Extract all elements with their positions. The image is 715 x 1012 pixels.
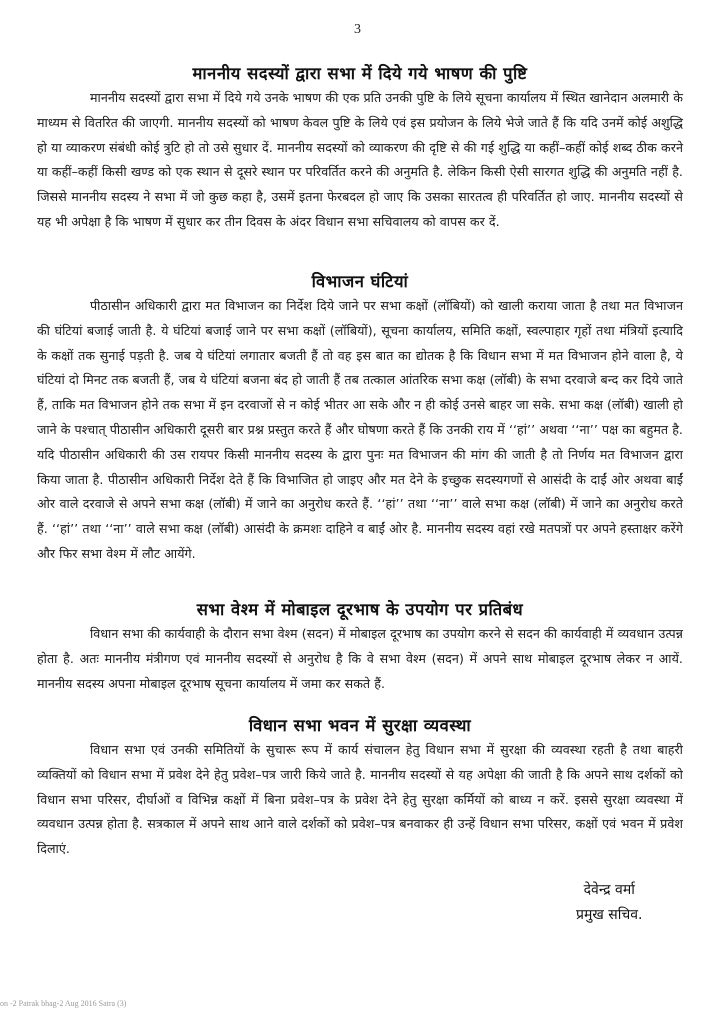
section-mobile-phone-ban	[37, 598, 683, 696]
section-title: विधान सभा भवन में सुरक्षा व्यवस्था	[248, 716, 472, 735]
page-number: 3	[354, 22, 361, 37]
signature-block	[576, 878, 642, 928]
section-body: माननीय सदस्यों द्वारा सभा में दिये गये उनके भाषण की एक प्रति उनकी पुष्टि के लिये सूचना कार्यालय में स्थित खानेदान अलमारी के माध्यम से वितरित की जाएगी. माननीय सदस्यों को भाषण केवल पुष्टि के लिये एवं इस प्रयोजन के लिये भेजे जाते हैं कि यदि उनमें कोई अशुद्धि हो या व्याकरण संबंधी कोई त्रुटि हो तो उसे सुधार दें. माननीय सदस्यों को व्याकरण की दृष्टि से की गई शुद्धि या कहीं–कहीं कोई शब्द ठीक करने या कहीं–कहीं किसी खण्ड को एक स्थान से दूसरे स्थान पर परिवर्तित करने की अनुमति है. लेकिन किसी ऐसी सारगत शुद्धि की अनुमति नहीं है. जिससे माननीय सदस्य ने सभा में जो कुछ कहा है, उसमें इतना फेरबदल हो जाए कि उसका सारतत्व ही परिवर्तित हो जाए. माननीय सदस्यों से यह भी अपेक्षा है कि भाषण में सुधार कर तीन दिवस के अंदर विधान सभा सचिवालय को वापस कर दें.	[37, 90, 683, 229]
section-division-bells	[37, 270, 683, 567]
section-title: सभा वेश्म में मोबाइल दूरभाष के उपयोग पर प्रतिबंध	[196, 600, 524, 619]
section-body: पीठासीन अधिकारी द्वारा मत विभाजन का निर्देश दिये जाने पर सभा कक्षों (लॉबियों) को खाली कराया जाता है तथा मत विभाजन की घंटियां बजाई जाती है. ये घंटियां बजाई जाने पर सभा कक्षों (लॉबियों), सूचना कार्यालय, समिति कक्षों, स्वल्पाहार गृहों तथा मंत्रियों इत्यादि के कक्षों तक सुनाई पड़ती है. जब ये घंटियां लगातार बजती हैं तो वह इस बात का द्योतक है कि विधान सभा में मत विभाजन होने वाला है, ये घंटियां दो मिनट तक बजती हैं, जब ये घंटियां बजना बंद हो जाती हैं तब तत्काल आंतरिक सभा कक्ष (लॉबी) के सभा दरवाजे बन्द कर दिये जाते हैं, ताकि मत विभाजन होने तक सभा में इन दरवाजों से न कोई भीतर आ सके और न ही कोई उनसे बाहर जा सके. सभा कक्ष (लॉबी) खाली हो जाने के पश्चात् पीठासीन अधिकारी दूसरी बार प्रश्न प्रस्तुत करते हैं और घोषणा करते हैं कि उनकी राय में ‘‘हां’’ अथवा ‘‘ना’’ पक्ष का बहुमत है. यदि पीठासीन अधिकारी की उस रायपर किसी माननीय सदस्य के द्वारा पुनः मत विभाजन की मांग की जाती है तो निर्णय मत विभाजन द्वारा किया जाता है. पीठासीन अधिकारी निर्देश देते हैं कि विभाजित हो जाइए और मत देने के इच्छुक सदस्यगणों से आसंदी के दाईं ओर अथवा बाईं ओर वाले दरवाजे से अपने सभा कक्ष (लॉबी) में जाने का अनुरोध करते हैं. ‘‘हां’’ तथा ‘‘ना’’ वाले सभा कक्ष (लॉबी) में जाने का अनुरोध करते हैं. ‘‘हां’’ तथा ‘‘ना’’ वाले सभा कक्ष (लॉबी) आसंदी के क्रमशः दाहिने व बाईं ओर है. माननीय सदस्य वहां रखे मतपत्रों पर अपने हस्ताक्षर करेंगे और फिर सभा वेश्म में लौट आयेंगे.	[37, 298, 683, 561]
section-body: विधान सभा एवं उनकी समितियों के सुचारू रूप में कार्य संचालन हेतु विधान सभा में सुरक्षा की व्यवस्था रहती है तथा बाहरी व्यक्तियों को विधान सभा में प्रवेश देने हेतु प्रवेश–पत्र जारी किये जाते है. माननीय सदस्यों से यह अपेक्षा की जाती है कि अपने साथ दर्शकों को विधान सभा परिसर, दीर्घाओं व विभिन्न कक्षों में बिना प्रवेश–पत्र के प्रवेश देने हेतु सुरक्षा कर्मियों को बाध्य न करें. इससे सुरक्षा व्यवस्था में व्यवधान उत्पन्न होता है. सत्रकाल में अपने साथ आने वाले दर्शकों को प्रवेश–पत्र बनवाकर ही उन्हें विधान सभा परिसर, कक्षों एवं भवन में प्रवेश दिलाएं.	[37, 742, 683, 857]
section-speech-confirmation	[37, 62, 683, 235]
section-title: विभाजन घंटियां	[311, 272, 409, 291]
section-title: माननीय सदस्यों द्वारा सभा में दिये गये भाषण की पुष्टि	[192, 64, 528, 83]
signatory-name: देवेन्द्र वर्मा	[583, 882, 635, 898]
section-body: विधान सभा की कार्यवाही के दौरान सभा वेश्म (सदन) में मोबाइल दूरभाष का उपयोग करने से सदन की कार्यवाही में व्यवधान उत्पन्न होता है. अतः माननीय मंत्रीगण एवं माननीय सदस्यों से अनुरोध है कि वे सभा वेश्म (सदन) में अपने साथ मोबाइल दूरभाष लेकर न आयें. माननीय सदस्य अपना मोबाइल दूरभाष सूचना कार्यालय में जमा कर सकते हैं.	[37, 626, 683, 691]
footer-file-reference: on -2 Patrak bhag-2 Aug 2016 Satra (3)	[0, 999, 127, 1008]
signatory-designation: प्रमुख सचिव.	[576, 907, 643, 923]
section-security-arrangement	[37, 714, 683, 862]
